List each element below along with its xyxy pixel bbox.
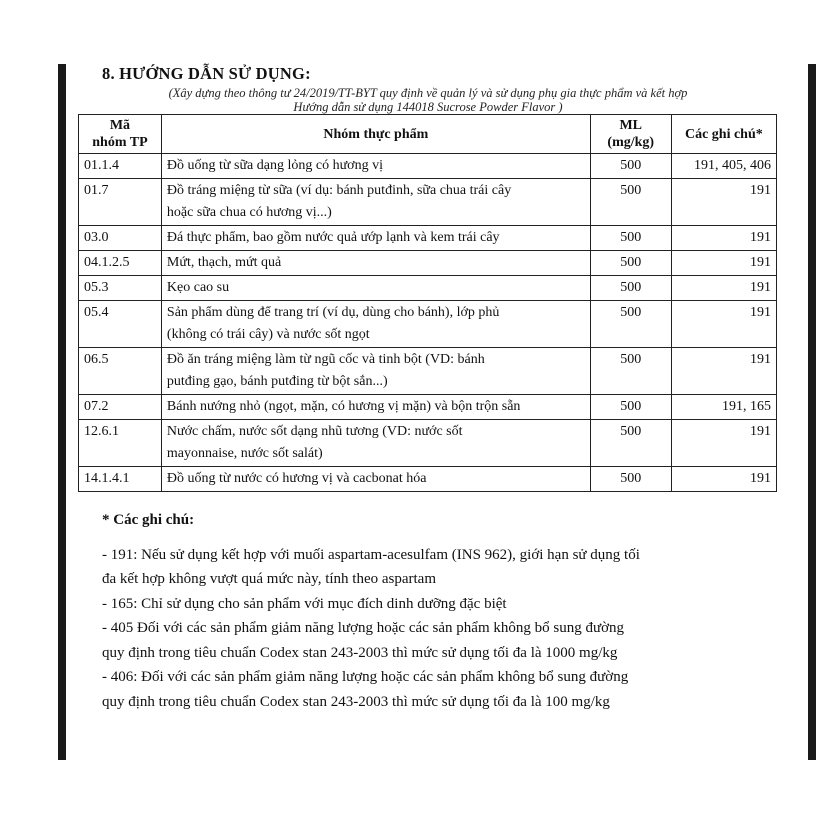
notes-title: * Các ghi chú: (102, 512, 195, 528)
cell-group (161, 251, 590, 276)
left-frame-bar (58, 64, 66, 760)
table-row (79, 348, 777, 395)
section-subheading (78, 86, 778, 114)
note-line: - 191: Nếu sử dụng kết hợp với muối aspartam-acesulfam (INS 962), giới hạn sử dụng tối (102, 546, 640, 563)
cell-ml: 500 (590, 467, 671, 492)
note-line: - 165: Chỉ sử dụng cho sản phẩm với mục đích dinh dưỡng đặc biệt (102, 595, 507, 612)
cell-notes: 191, 405, 406 (671, 154, 776, 179)
notes-section (102, 508, 782, 714)
cell-code: 07.2 (79, 395, 162, 420)
cell-notes: 191 (671, 420, 776, 467)
header-group: Nhóm thực phẩm (161, 115, 590, 154)
cell-code: 03.0 (79, 226, 162, 251)
cell-group-line: Nước chấm, nước sốt dạng nhũ tương (VD: nước sốt (166, 424, 463, 439)
cell-ml: 500 (590, 420, 671, 467)
table-row (79, 276, 777, 301)
cell-notes: 191 (671, 251, 776, 276)
cell-group (161, 226, 590, 251)
cell-code: 05.3 (79, 276, 162, 301)
right-frame-bar (808, 64, 816, 760)
cell-group-line: Mứt, thạch, mứt quả (166, 255, 282, 270)
cell-group (161, 467, 590, 492)
note-line: - 406: Đối với các sản phẩm giảm năng lượng hoặc các sản phẩm không bổ sung đường (102, 669, 629, 685)
cell-ml: 500 (590, 348, 671, 395)
note-line: quy định trong tiêu chuẩn Codex stan 243-2003 thì mức sử dụng tối đa là 1000 mg/kg (102, 644, 618, 661)
table-row (79, 467, 777, 492)
header-code-line-1: Mã (109, 118, 131, 133)
cell-ml: 500 (590, 251, 671, 276)
header-code-line-2: nhóm TP (92, 135, 148, 150)
note-line: quy định trong tiêu chuẩn Codex stan 243-2003 thì mức sử dụng tối đa là 100 mg/kg (102, 693, 610, 710)
cell-group (161, 301, 590, 348)
cell-ml: 500 (590, 276, 671, 301)
cell-code: 04.1.2.5 (79, 251, 162, 276)
cell-group-line: (không có trái cây) và nước sốt ngọt (166, 327, 370, 342)
header-ml (590, 115, 671, 154)
cell-ml: 500 (590, 154, 671, 179)
notes-lines (102, 543, 782, 715)
cell-ml: 500 (590, 179, 671, 226)
subheading-line-2: Hướng dẫn sử dụng 144018 Sucrose Powder Flavor ) (293, 100, 563, 114)
cell-group (161, 276, 590, 301)
header-ml-line-2: (mg/kg) (607, 135, 655, 150)
cell-notes: 191 (671, 467, 776, 492)
cell-ml: 500 (590, 395, 671, 420)
cell-notes: 191 (671, 301, 776, 348)
cell-notes: 191 (671, 226, 776, 251)
cell-notes: 191 (671, 276, 776, 301)
cell-code: 06.5 (79, 348, 162, 395)
cell-code: 01.1.4 (79, 154, 162, 179)
header-code (79, 115, 162, 154)
table-row (79, 301, 777, 348)
cell-group-line: Đồ ăn tráng miệng làm từ ngũ cốc và tinh bột (VD: bánh (166, 352, 485, 367)
cell-group (161, 395, 590, 420)
usage-table (78, 114, 777, 492)
subheading-line-1: (Xây dựng theo thông tư 24/2019/TT-BYT quy định về quản lý và sử dụng phụ gia thực phẩm và kết hợp (168, 86, 688, 100)
cell-group-line: Sản phẩm dùng để trang trí (ví dụ, dùng cho bánh), lớp phủ (166, 305, 500, 320)
table-row (79, 179, 777, 226)
cell-group-line: Kẹo cao su (166, 280, 230, 295)
cell-group (161, 420, 590, 467)
cell-group-line: Đồ uống từ sữa dạng lỏng có hương vị (166, 158, 383, 173)
note-line: đa kết hợp không vượt quá mức này, tính theo aspartam (102, 571, 436, 587)
table-row (79, 226, 777, 251)
cell-notes: 191, 165 (671, 395, 776, 420)
cell-code: 05.4 (79, 301, 162, 348)
cell-code: 14.1.4.1 (79, 467, 162, 492)
cell-group (161, 348, 590, 395)
table-row (79, 395, 777, 420)
cell-notes: 191 (671, 179, 776, 226)
cell-group-line: mayonnaise, nước sốt salát) (166, 446, 323, 461)
table-row (79, 154, 777, 179)
cell-group-line: hoặc sữa chua có hương vị...) (166, 205, 332, 220)
cell-group-line: Đồ tráng miệng từ sữa (ví dụ: bánh putđinh, sữa chua trái cây (166, 183, 512, 198)
cell-ml: 500 (590, 226, 671, 251)
header-notes: Các ghi chú* (671, 115, 776, 154)
cell-group-line: Bánh nướng nhỏ (ngọt, mặn, có hương vị mặn) và bộn trộn sẵn (166, 399, 521, 414)
cell-group (161, 154, 590, 179)
section-heading: 8. HƯỚNG DẪN SỬ DỤNG: (102, 64, 311, 83)
cell-group-line: Đá thực phẩm, bao gồm nước quả ướp lạnh và kem trái cây (166, 230, 500, 245)
cell-group-line: putđing gạo, bánh putđing từ bột sắn...) (166, 374, 388, 389)
document-page (78, 64, 778, 492)
cell-code: 12.6.1 (79, 420, 162, 467)
note-line: - 405 Đối với các sản phẩm giảm năng lượng hoặc các sản phẩm không bổ sung đường (102, 620, 625, 636)
cell-group (161, 179, 590, 226)
cell-group-line: Đồ uống từ nước có hương vị và cacbonat hóa (166, 471, 427, 486)
table-body (79, 154, 777, 492)
table-row (79, 420, 777, 467)
cell-notes: 191 (671, 348, 776, 395)
table-header-row (79, 115, 777, 154)
table-row (79, 251, 777, 276)
header-ml-line-1: ML (619, 118, 643, 133)
cell-code: 01.7 (79, 179, 162, 226)
cell-ml: 500 (590, 301, 671, 348)
